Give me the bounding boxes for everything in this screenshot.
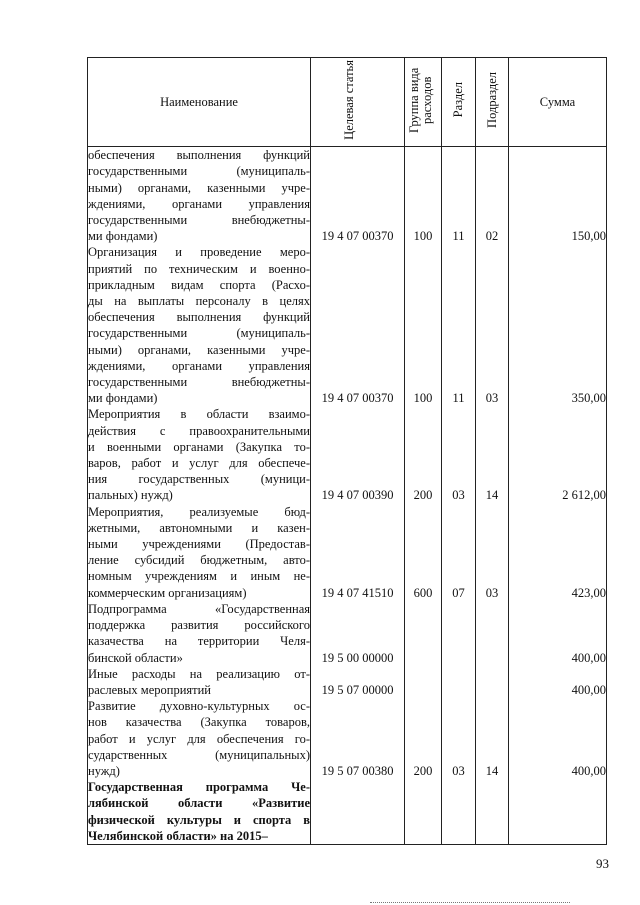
row-group xyxy=(405,779,442,844)
row-section: 07 xyxy=(442,504,476,601)
header-sum: Сумма xyxy=(509,58,607,147)
header-section: Раздел xyxy=(442,58,476,147)
row-subsection: 03 xyxy=(476,504,509,601)
row-name-line: Государственная программа Че- xyxy=(88,780,310,795)
row-name-line: государственными (муниципаль- xyxy=(88,326,310,341)
row-sum: 350,00 xyxy=(509,244,607,406)
row-code xyxy=(311,779,405,844)
row-name-line: государственными (муниципаль- xyxy=(88,164,310,179)
table-row xyxy=(88,779,607,844)
row-name-line: ными) органами, казенными учре- xyxy=(88,180,310,195)
row-name-line: лябинской области «Развитие xyxy=(88,796,310,811)
row-name-line: казачества на территории Челя- xyxy=(88,634,310,649)
row-name-line: ление субсидий бюджетным, авто- xyxy=(88,553,310,568)
row-code: 19 4 07 00370 xyxy=(311,147,405,245)
row-name-line: пальных) нужд) xyxy=(88,488,173,503)
row-name-line: и военными органами (Закупка то- xyxy=(88,439,310,454)
row-section: 03 xyxy=(442,406,476,503)
row-code: 19 5 00 00000 xyxy=(311,601,405,666)
row-code: 19 5 07 00000 xyxy=(311,666,405,698)
table-row xyxy=(88,601,607,666)
row-name-line: прикладным видам спорта (Расхо- xyxy=(88,277,310,292)
row-name-line: ми фондами) xyxy=(88,229,158,244)
row-name-line: номным учреждениям и иным не- xyxy=(88,569,310,584)
row-name-line: бинской области» xyxy=(88,650,183,665)
row-name-line: ждениями, органами управления xyxy=(88,358,310,373)
row-subsection xyxy=(476,666,509,698)
row-name-line: поддержка развития российского xyxy=(88,618,310,633)
row-name-line: ждениями, органами управления xyxy=(88,196,310,211)
row-name-line: физической культуры и спорта в xyxy=(88,812,310,827)
row-name-line: ными) органами, казенными учре- xyxy=(88,342,310,357)
row-group xyxy=(405,601,442,666)
row-section: 11 xyxy=(442,244,476,406)
row-section: 03 xyxy=(442,698,476,779)
footer-dotted-line xyxy=(370,902,570,904)
row-name-line: государственными внебюджетны- xyxy=(88,213,310,228)
row-name-line: Развитие духовно-культурных ос- xyxy=(88,699,310,714)
row-sum: 423,00 xyxy=(509,504,607,601)
row-code: 19 5 07 00380 xyxy=(311,698,405,779)
row-subsection xyxy=(476,601,509,666)
row-name xyxy=(88,698,311,779)
row-code: 19 4 07 00390 xyxy=(311,406,405,503)
row-subsection xyxy=(476,779,509,844)
row-name xyxy=(88,666,311,698)
budget-table xyxy=(87,57,607,845)
row-name xyxy=(88,147,311,245)
row-name xyxy=(88,406,311,503)
table-row xyxy=(88,406,607,503)
table-header-row xyxy=(88,58,607,147)
header-group: Группа вида расходов xyxy=(405,58,442,147)
table-row xyxy=(88,504,607,601)
row-name-line: варов, работ и услуг для обеспече- xyxy=(88,456,310,471)
row-section xyxy=(442,601,476,666)
row-sum xyxy=(509,779,607,844)
table-row xyxy=(88,244,607,406)
row-name-line: Мероприятия, реализуемые бюд- xyxy=(88,504,310,519)
row-subsection: 14 xyxy=(476,406,509,503)
row-name-line: ды на выплаты персоналу в целях xyxy=(88,294,310,309)
row-section: 11 xyxy=(442,147,476,245)
table-row xyxy=(88,666,607,698)
row-name-line: Мероприятия в области взаимо- xyxy=(88,407,310,422)
row-group: 100 xyxy=(405,147,442,245)
row-name-line: жетными, автономными и казен- xyxy=(88,520,310,535)
row-group: 600 xyxy=(405,504,442,601)
row-subsection: 02 xyxy=(476,147,509,245)
row-name-line: ными учреждениями (Предостав- xyxy=(88,537,310,552)
row-name-line: ния государственных (муници- xyxy=(88,472,310,487)
row-name-line: Челябинской области» на 2015– xyxy=(88,828,268,843)
row-sum: 2 612,00 xyxy=(509,406,607,503)
row-section xyxy=(442,666,476,698)
row-sum: 400,00 xyxy=(509,698,607,779)
row-sum: 400,00 xyxy=(509,666,607,698)
row-name-line: действия с правоохранительными xyxy=(88,423,310,438)
row-name xyxy=(88,779,311,844)
row-group: 100 xyxy=(405,244,442,406)
row-name-line: обеспечения выполнения функций xyxy=(88,310,310,325)
row-code: 19 4 07 41510 xyxy=(311,504,405,601)
row-name-line: приятий по техническим и военно- xyxy=(88,261,310,276)
row-sum: 150,00 xyxy=(509,147,607,245)
row-subsection: 14 xyxy=(476,698,509,779)
header-code: Целевая статья xyxy=(311,58,405,147)
row-name-line: Организация и проведение меро- xyxy=(88,245,310,260)
row-name xyxy=(88,601,311,666)
row-name-line: нов казачества (Закупка товаров, xyxy=(88,715,310,730)
header-name: Наименование xyxy=(88,58,311,147)
row-name-line: сударственных (муниципальных) xyxy=(88,747,310,762)
row-section xyxy=(442,779,476,844)
row-name-line: работ и услуг для обеспечения го- xyxy=(88,731,310,746)
row-group: 200 xyxy=(405,406,442,503)
row-name-line: Подпрограмма «Государственная xyxy=(88,601,310,616)
table-row xyxy=(88,698,607,779)
row-name-line: ми фондами) xyxy=(88,391,158,406)
row-name-line: коммерческим организациям) xyxy=(88,585,247,600)
row-code: 19 4 07 00370 xyxy=(311,244,405,406)
row-group xyxy=(405,666,442,698)
row-group: 200 xyxy=(405,698,442,779)
page-number: 93 xyxy=(596,856,609,871)
row-name-line: нужд) xyxy=(88,763,120,778)
row-name xyxy=(88,504,311,601)
row-name-line: Иные расходы на реализацию от- xyxy=(88,666,310,681)
table-row xyxy=(88,147,607,245)
header-subsection: Подраздел xyxy=(476,58,509,147)
row-name xyxy=(88,244,311,406)
row-name-line: раслевых мероприятий xyxy=(88,682,211,697)
row-name-line: государственными внебюджетны- xyxy=(88,375,310,390)
row-subsection: 03 xyxy=(476,244,509,406)
row-name-line: обеспечения выполнения функций xyxy=(88,148,310,163)
row-sum: 400,00 xyxy=(509,601,607,666)
